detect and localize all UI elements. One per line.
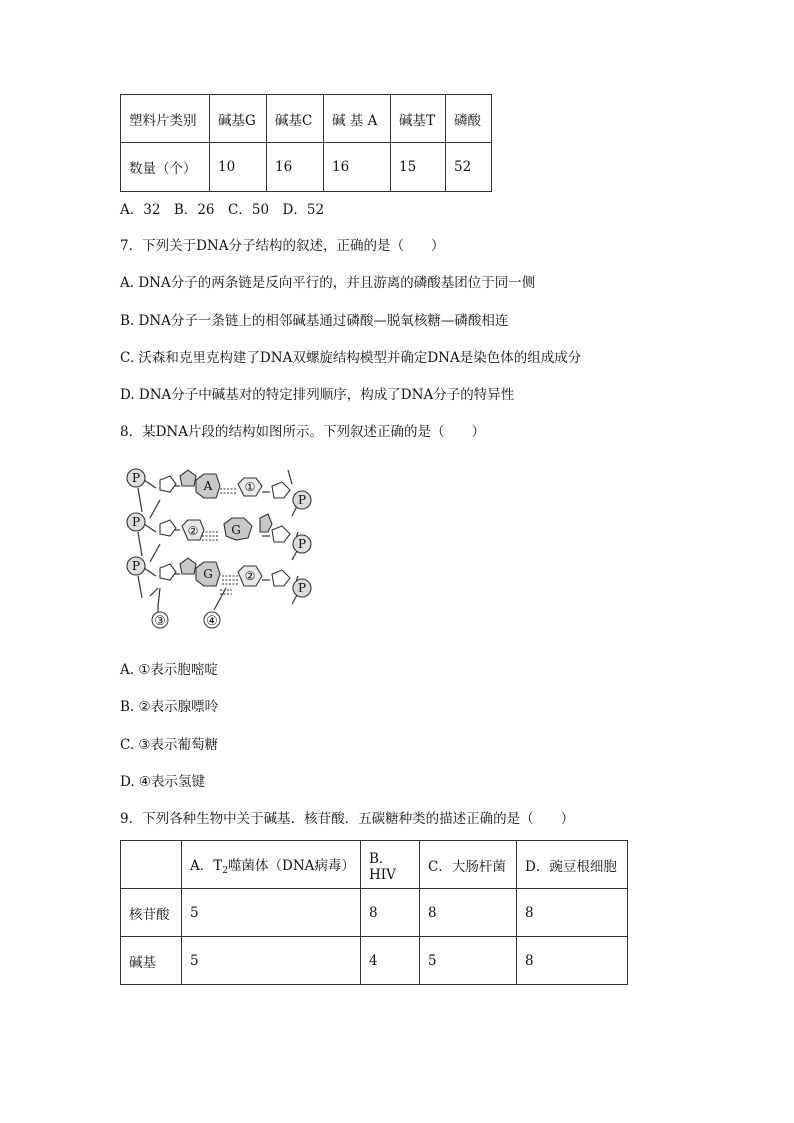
circle-2-label: ② — [244, 569, 256, 583]
circle-4-label: ④ — [206, 614, 218, 629]
phosphate-label: P — [297, 493, 307, 507]
phosphate-label: P — [131, 515, 141, 529]
table-header-cell: 碱 基 A — [324, 95, 391, 143]
circle-1-label: ① — [244, 480, 256, 494]
dna-structure-diagram — [122, 456, 322, 634]
table-cell: 8 — [420, 889, 517, 937]
q9-stem: 9．下列各种生物中关于碱基．核苷酸．五碳糖种类的描述正确的是（ ） — [120, 811, 575, 827]
table-cell: 5 — [182, 937, 361, 985]
phosphate-label: P — [297, 537, 307, 551]
table-header-cell: 塑料片类别 — [121, 95, 210, 143]
q8-option-c: C. ③表示葡萄糖 — [120, 737, 219, 753]
q8-stem: 8．某DNA片段的结构如图所示。下列叙述正确的是（ ） — [120, 424, 485, 440]
table-header-cell — [121, 841, 182, 889]
q8-option-d: D. ④表示氢键 — [120, 774, 206, 790]
table-header-cell: D．豌豆根细胞 — [517, 841, 628, 889]
table-cell: 数量（个） — [121, 143, 210, 192]
table-header-cell: 磷酸 — [446, 95, 492, 143]
table-cell: 15 — [391, 143, 446, 192]
phosphate-label: P — [297, 581, 307, 595]
table-header-cell: 碱基C — [267, 95, 324, 143]
table-cell: 核苷酸 — [121, 889, 182, 937]
table-header-cell: 碱基T — [391, 95, 446, 143]
base-a-label: A — [203, 479, 213, 493]
table-cell: 碱基 — [121, 937, 182, 985]
q6-options: A．32 B．26 C．50 D．52 — [120, 202, 325, 218]
table-cell: 10 — [210, 143, 267, 192]
q7-option-b: B. DNA分子一条链上的相邻碱基通过磷酸—脱氧核糖—磷酸相连 — [120, 313, 509, 329]
table-cell: 52 — [446, 143, 492, 192]
circle-3-label: ③ — [154, 614, 166, 629]
base-count-table — [120, 94, 492, 192]
q7-option-d: D. DNA分子中碱基对的特定排列顺序，构成了DNA分子的特异性 — [120, 387, 515, 403]
table-cell: 8 — [517, 889, 628, 937]
table-cell: 4 — [361, 937, 420, 985]
phosphate-label: P — [131, 471, 141, 485]
q7-option-c: C. 沃森和克里克构建了DNA双螺旋结构模型并确定DNA是染色体的组成成分 — [120, 350, 582, 366]
table-header-cell: C．大肠杆菌 — [420, 841, 517, 889]
q7-option-a: A. DNA分子的两条链是反向平行的，并且游离的磷酸基团位于同一侧 — [120, 275, 536, 291]
phosphate-label: P — [131, 559, 141, 573]
circle-2-label: ② — [187, 524, 199, 538]
table-header-cell: B．HIV — [361, 841, 420, 889]
table-cell: 16 — [267, 143, 324, 192]
table-header-cell — [182, 841, 361, 889]
table-cell: 8 — [361, 889, 420, 937]
header-a-label: A．T — [190, 857, 223, 874]
table-header-cell: 碱基G — [210, 95, 267, 143]
table-cell: 5 — [420, 937, 517, 985]
base-g-label: G — [203, 567, 213, 581]
q7-stem: 7．下列关于DNA分子结构的叙述，正确的是（ ） — [120, 238, 445, 254]
table-cell: 8 — [517, 937, 628, 985]
subscript-2: 2 — [222, 865, 228, 876]
base-g-label: G — [231, 523, 241, 537]
q8-option-a: A. ①表示胞嘧啶 — [120, 662, 218, 678]
table-cell: 16 — [324, 143, 391, 192]
organism-table — [120, 840, 628, 985]
header-a-suffix: 噬菌体（DNA病毒） — [228, 857, 355, 874]
q8-option-b: B. ②表示腺嘌呤 — [120, 699, 219, 715]
table-cell: 5 — [182, 889, 361, 937]
